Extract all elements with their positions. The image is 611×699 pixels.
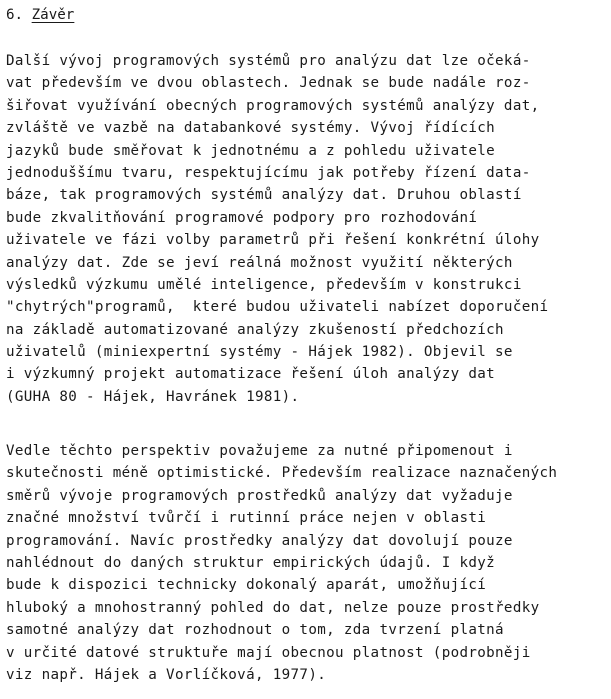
text-line: i výzkumný projekt automatizace řešení úloh analýzy dat [6,366,496,383]
text-line: Další vývoj programových systémů pro analýzu dat lze očeká- [6,53,531,69]
section-heading [6,6,74,25]
text-line: v určité datové struktuře mají obecnou platnost (podrobněji [6,644,531,661]
text-line: směrů vývoje programových prostředků analýzy dat vyžaduje [6,487,513,504]
text-line: jazyků bude směřovat k jednotnému a z pohledu uživatele [6,142,496,159]
text-line: šiřovat využívání obecných programových systémů analýzy dat, [6,97,540,114]
text-line: bude k dispozici technicky dokonalý aparát, umožňující [6,577,487,594]
text-line: (GUHA 80 - Hájek, Havránek 1981). [6,388,300,405]
text-line: nahlédnout do daných struktur empirických údajů. I když [6,554,496,571]
text-line: zvláště ve vazbě na databankové systémy. Vývoj řídících [6,120,496,137]
text-line: výsledků výzkumu umělé inteligence, především v konstrukci [6,276,522,293]
text-line: analýzy dat. Zde se jeví reálná možnost využití některých [6,254,513,271]
text-line: bude zkvalitňování programové podpory pro rozhodování [6,209,478,226]
section-number: 6. [6,7,24,23]
text-line: na základě automatizované analýzy zkušeností předchozích [6,321,504,338]
text-line: skutečnosti méně optimistické. Především realizace naznačených [6,465,558,482]
paragraph-2 [6,440,557,686]
text-line: uživatele ve fázi volby parametrů při řešení konkrétní úlohy [6,232,540,249]
text-line: programování. Navíc prostředky analýzy dat dovolují pouze [6,532,513,549]
text-line: Vedle těchto perspektiv považujeme za nutné připomenout i [6,443,513,459]
text-line: viz např. Hájek a Vorlíčková, 1977). [6,666,327,683]
text-line: vat především ve dvou oblastech. Jednak se bude nadále roz- [6,75,531,92]
text-line: báze, tak programových systémů analýzy dat. Druhou oblastí [6,187,522,204]
paragraph-1 [6,50,548,408]
text-line: samotné analýzy dat rozhodnout o tom, zda tvrzení platná [6,622,504,639]
text-line: uživatelů (miniexpertní systémy - Hájek 1982). Objevil se [6,344,513,361]
text-line: "chytrých"programů, které budou uživateli nabízet doporučení [6,299,549,316]
text-line: jednoduššímu tvaru, respektujícímu jak potřeby řízení data- [6,164,531,181]
text-line: hluboký a mnohostranný pohled do dat, nelze pouze prostředky [6,599,540,616]
text-line: značné množství tvůrčí i rutinní práce nejen v oblasti [6,510,487,527]
section-title: Závěr [31,7,75,23]
